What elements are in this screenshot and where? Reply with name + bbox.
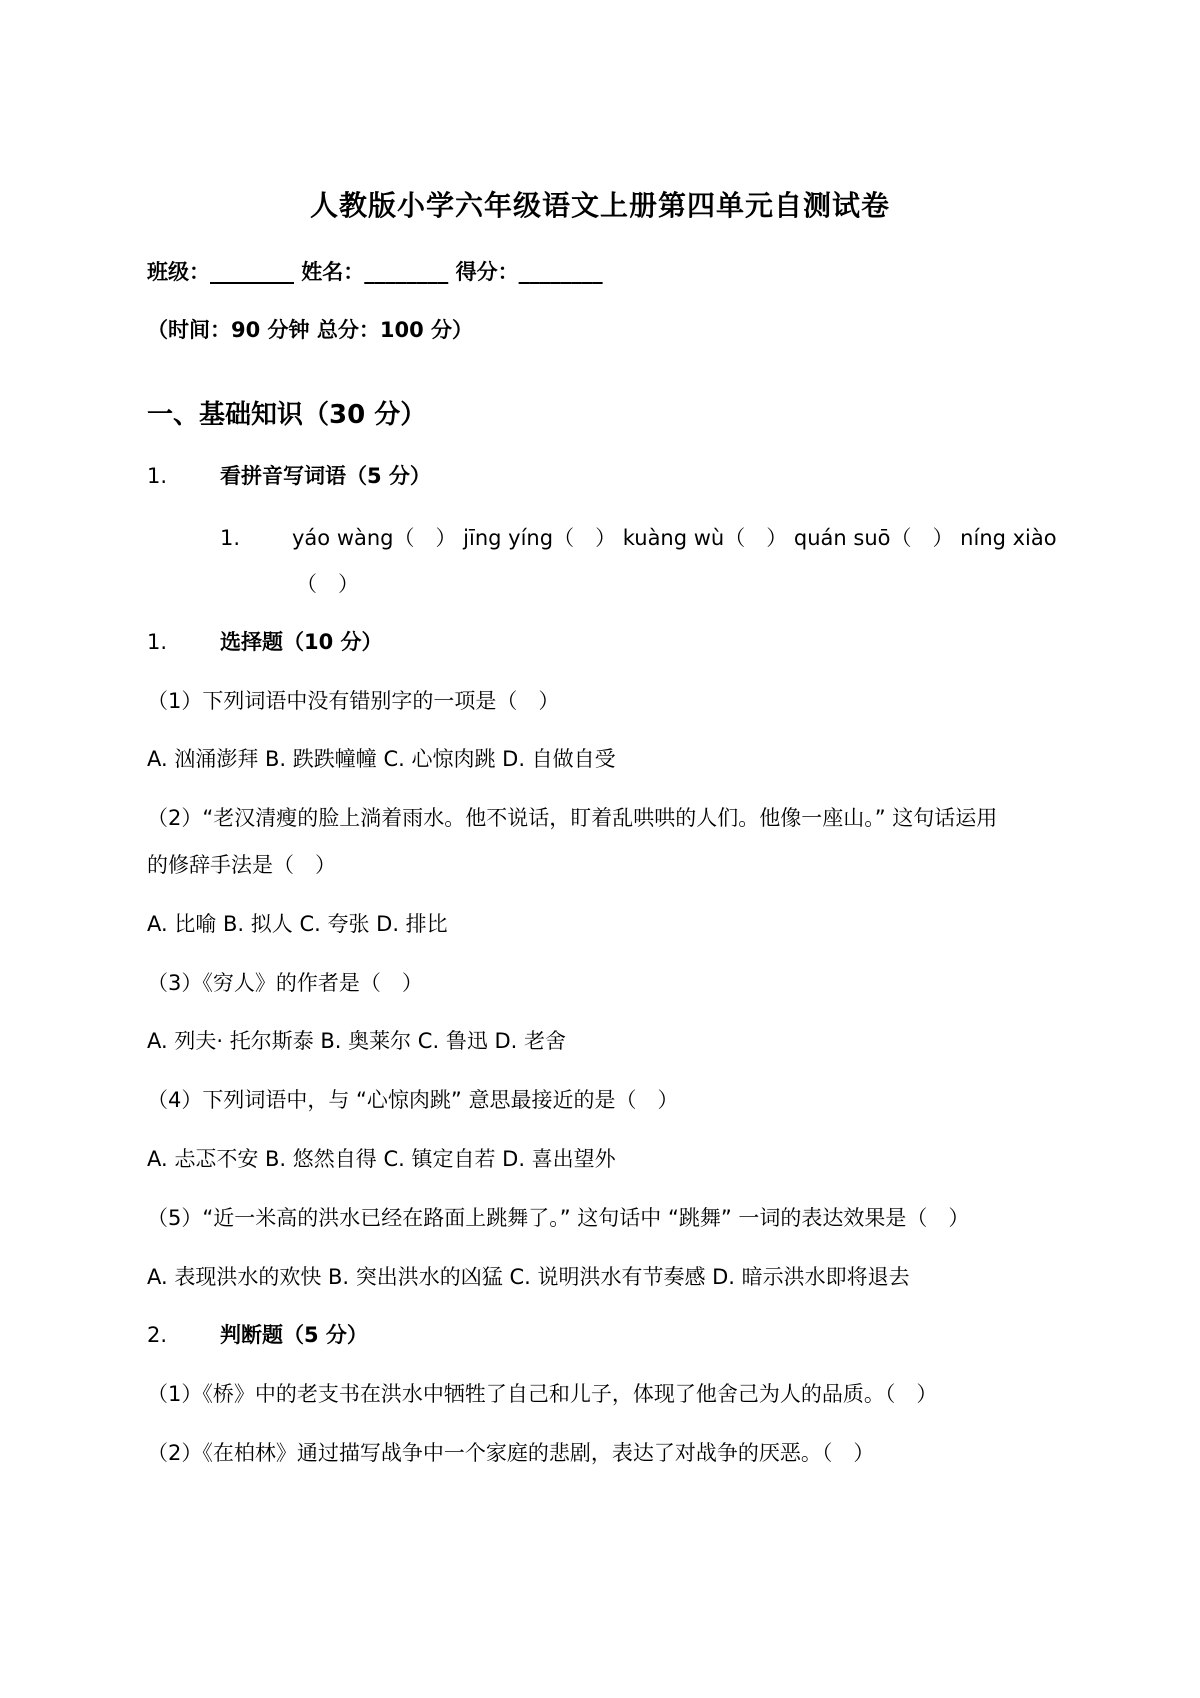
question-label: 选择题（10 分） xyxy=(220,630,383,654)
choice-line: （2）“老汉清瘦的脸上淌着雨水。他不说话，盯着乱哄哄的人们。他像一座山。” 这句话运用 xyxy=(147,806,998,830)
question-label: 判断题（5 分） xyxy=(220,1323,368,1347)
pinyin-item xyxy=(220,522,1057,552)
judge-line: （1）《桥》中的老支书在洪水中牺牲了自己和儿子，体现了他舍己为人的品质。（ ） xyxy=(147,1382,938,1406)
question-label: 看拼音写词语（5 分） xyxy=(220,464,431,488)
question-pinyin-heading xyxy=(147,461,431,491)
student-info-line: 班级：________ 姓名：________ 得分：________ xyxy=(147,260,603,284)
question-number: 1. xyxy=(147,464,168,488)
choice-line: （3）《穷人》的作者是（ ） xyxy=(147,971,423,995)
question-choice-heading xyxy=(147,627,383,657)
pinyin-item-continuation: （ ） xyxy=(296,572,359,596)
choice-line: A. 比喻 B. 拟人 C. 夸张 D. 排比 xyxy=(147,912,448,936)
choice-line: A. 列夫· 托尔斯泰 B. 奥莱尔 C. 鲁迅 D. 老舍 xyxy=(147,1029,567,1053)
question-judge-heading xyxy=(147,1320,368,1350)
exam-time-line: （时间：90 分钟 总分：100 分） xyxy=(147,318,473,342)
choice-line: A. 汹涌澎拜 B. 跌跌幢幢 C. 心惊肉跳 D. 自做自受 xyxy=(147,747,616,771)
choice-line: A. 表现洪水的欢快 B. 突出洪水的凶猛 C. 说明洪水有节奏感 D. 暗示洪水即将退去 xyxy=(147,1265,910,1289)
judge-line: （2）《在柏林》通过描写战争中一个家庭的悲剧，表达了对战争的厌恶。（ ） xyxy=(147,1441,875,1465)
choice-line: A. 忐忑不安 B. 悠然自得 C. 镇定自若 D. 喜出望外 xyxy=(147,1147,616,1171)
question-number: 1. xyxy=(147,630,168,654)
question-number: 2. xyxy=(147,1323,168,1347)
choice-line: （4）下列词语中，与 “心惊肉跳” 意思最接近的是（ ） xyxy=(147,1088,679,1112)
section-heading-basics: 一、基础知识（30 分） xyxy=(147,400,427,430)
exam-title: 人教版小学六年级语文上册第四单元自测试卷 xyxy=(309,189,890,222)
pinyin-item-text: yáo wàng（ ） jīng yíng（ ） kuàng wù（ ） quán suō（ ） níng xiào xyxy=(292,526,1057,550)
choice-line: 的修辞手法是（ ） xyxy=(147,853,336,877)
choice-line: （1）下列词语中没有错别字的一项是（ ） xyxy=(147,689,560,713)
choice-line: （5）“近一米高的洪水已经在路面上跳舞了。” 这句话中 “跳舞” 一词的表达效果是（ ） xyxy=(147,1206,970,1230)
pinyin-item-number: 1. xyxy=(220,526,241,550)
